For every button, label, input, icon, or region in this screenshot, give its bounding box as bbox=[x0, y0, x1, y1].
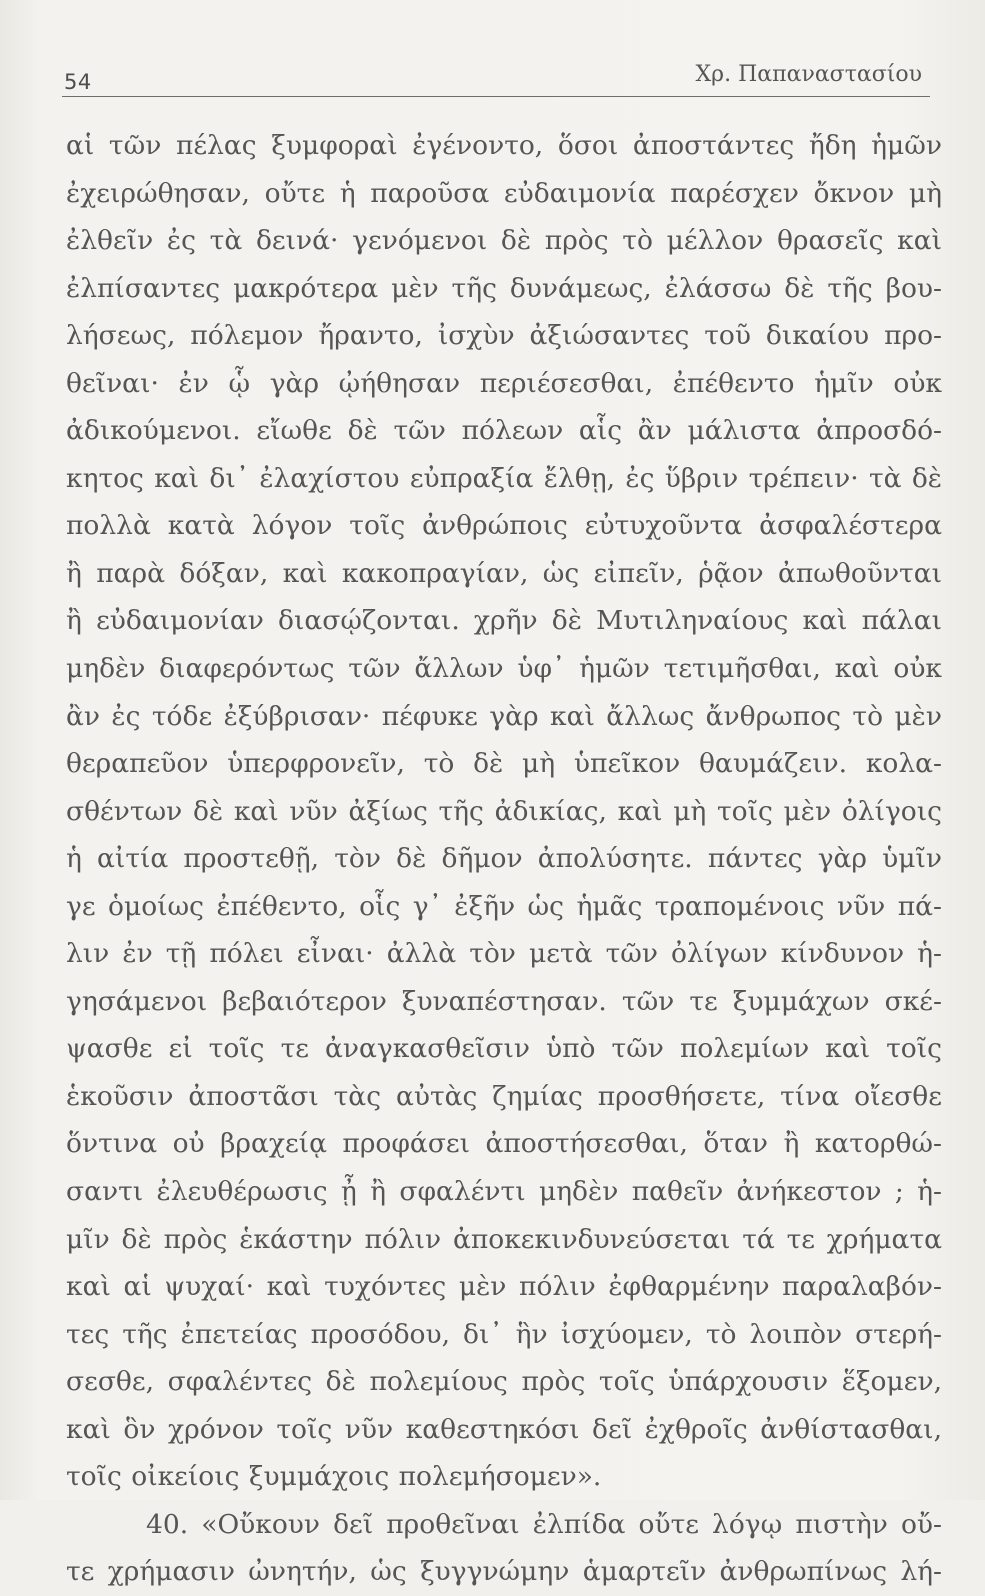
text-line: τε χρήμασιν ὠνητήν, ὡς ξυγγνώμην ἁμαρτεῖν ἀνθρωπίνως λή- bbox=[66, 1556, 942, 1588]
text-line: ἀδικούμενοι. εἴωθε δὲ τῶν πόλεων αἷς ἂν μάλιστα ἀπροσδό- bbox=[66, 415, 942, 447]
text-line: θεῖναι· ἐν ᾧ γὰρ ᾠήθησαν περιέσεσθαι, ἐπέθεντο ἡμῖν οὐκ bbox=[66, 367, 942, 399]
text-line: μηδὲν διαφερόντως τῶν ἄλλων ὑφ᾽ ἡμῶν τετιμῆσθαι, καὶ οὐκ bbox=[66, 653, 942, 685]
section-40-start-line: 40. «Οὔκουν δεῖ προθεῖναι ἐλπίδα οὔτε λόγῳ πιστὴν οὔ- bbox=[146, 1508, 942, 1540]
text-line: ἐχειρώθησαν, οὔτε ἡ παροῦσα εὐδαιμονία παρέσχεν ὄκνον μὴ bbox=[66, 177, 942, 209]
page-number: 54 bbox=[64, 70, 92, 94]
text-line: ψασθε εἰ τοῖς τε ἀναγκασθεῖσιν ὑπὸ τῶν πολεμίων καὶ τοῖς bbox=[66, 1033, 942, 1065]
page-header bbox=[62, 52, 930, 97]
body-text bbox=[66, 122, 942, 1596]
text-line: ἢ παρὰ δόξαν, καὶ κακοπραγίαν, ὡς εἰπεῖν, ῥᾷον ἀπωθοῦνται bbox=[66, 557, 942, 589]
text-line: ὅντινα οὐ βραχείᾳ προφάσει ἀποστήσεσθαι, ὅταν ἢ κατορθώ- bbox=[66, 1128, 942, 1160]
text-line: γησάμενοι βεβαιότερον ξυναπέστησαν. τῶν τε ξυμμάχων σκέ- bbox=[66, 985, 942, 1017]
text-line: λιν ἐν τῇ πόλει εἶναι· ἀλλὰ τὸν μετὰ τῶν ὀλίγων κίνδυνον ἡ- bbox=[66, 938, 942, 970]
text-line: ἑκοῦσιν ἀποστᾶσι τὰς αὐτὰς ζημίας προσθήσετε, τίνα οἴεσθε bbox=[66, 1080, 942, 1112]
text-line: μῖν δὲ πρὸς ἑκάστην πόλιν ἀποκεκινδυνεύσεται τά τε χρήματα bbox=[66, 1223, 942, 1255]
text-line: τες τῆς ἐπετείας προσόδου, δι᾽ ἣν ἰσχύομεν, τὸ λοιπὸν στερή- bbox=[66, 1318, 942, 1350]
text-line: σεσθε, σφαλέντες δὲ πολεμίους πρὸς τοῖς ὑπάρχουσιν ἕξομεν, bbox=[66, 1366, 942, 1398]
text-line: σθέντων δὲ καὶ νῦν ἀξίως τῆς ἀδικίας, καὶ μὴ τοῖς μὲν ὀλίγοις bbox=[66, 795, 942, 827]
text-line: ἢ εὐδαιμονίαν διασῴζονται. χρῆν δὲ Μυτιληναίους καὶ πάλαι bbox=[66, 605, 942, 637]
text-line: ἡ αἰτία προστεθῇ, τὸν δὲ δῆμον ἀπολύσητε. πάντες γὰρ ὑμῖν bbox=[66, 843, 942, 875]
text-line: λήσεως, πόλεμον ἤραντο, ἰσχὺν ἀξιώσαντες τοῦ δικαίου προ- bbox=[66, 320, 942, 352]
text-line: ἐλπίσαντες μακρότερα μὲν τῆς δυνάμεως, ἐλάσσω δὲ τῆς βου- bbox=[66, 272, 942, 304]
running-head-author: Χρ. Παπαναστασίου bbox=[695, 62, 922, 87]
text-line: αἱ τῶν πέλας ξυμφοραὶ ἐγένοντο, ὅσοι ἀποστάντες ἤδη ἡμῶν bbox=[66, 130, 942, 161]
text-line: πολλὰ κατὰ λόγον τοῖς ἀνθρώποις εὐτυχοῦντα ἀσφαλέστερα bbox=[66, 510, 942, 542]
text-line: τοῖς οἰκείοις ξυμμάχοις πολεμήσομεν». bbox=[66, 1461, 602, 1493]
text-line: κητος καὶ δι᾽ ἐλαχίστου εὐπραξία ἔλθῃ, ἐς ὕβριν τρέπειν· τὰ δὲ bbox=[66, 462, 942, 494]
text-line: θεραπεῦον ὑπερφρονεῖν, τὸ δὲ μὴ ὑπεῖκον θαυμάζειν. κολα- bbox=[66, 748, 942, 780]
text-line: σαντι ἐλευθέρωσις ᾖ ἢ σφαλέντι μηδὲν παθεῖν ἀνήκεστον ; ἡ- bbox=[66, 1176, 942, 1208]
text-line: ἂν ἐς τόδε ἐξύβρισαν· πέφυκε γὰρ καὶ ἄλλως ἄνθρωπος τὸ μὲν bbox=[66, 700, 942, 732]
text-line: καὶ αἱ ψυχαί· καὶ τυχόντες μὲν πόλιν ἐφθαρμένην παραλαβόν- bbox=[66, 1271, 942, 1303]
text-line: καὶ ὃν χρόνον τοῖς νῦν καθεστηκόσι δεῖ ἐχθροῖς ἀνθίστασθαι, bbox=[66, 1413, 942, 1445]
text-line: γε ὁμοίως ἐπέθεντο, οἷς γ᾽ ἐξῆν ὡς ἡμᾶς τραπομένοις νῦν πά- bbox=[66, 890, 942, 922]
text-line: ἐλθεῖν ἐς τὰ δεινά· γενόμενοι δὲ πρὸς τὸ μέλλον θρασεῖς καὶ bbox=[66, 225, 942, 257]
